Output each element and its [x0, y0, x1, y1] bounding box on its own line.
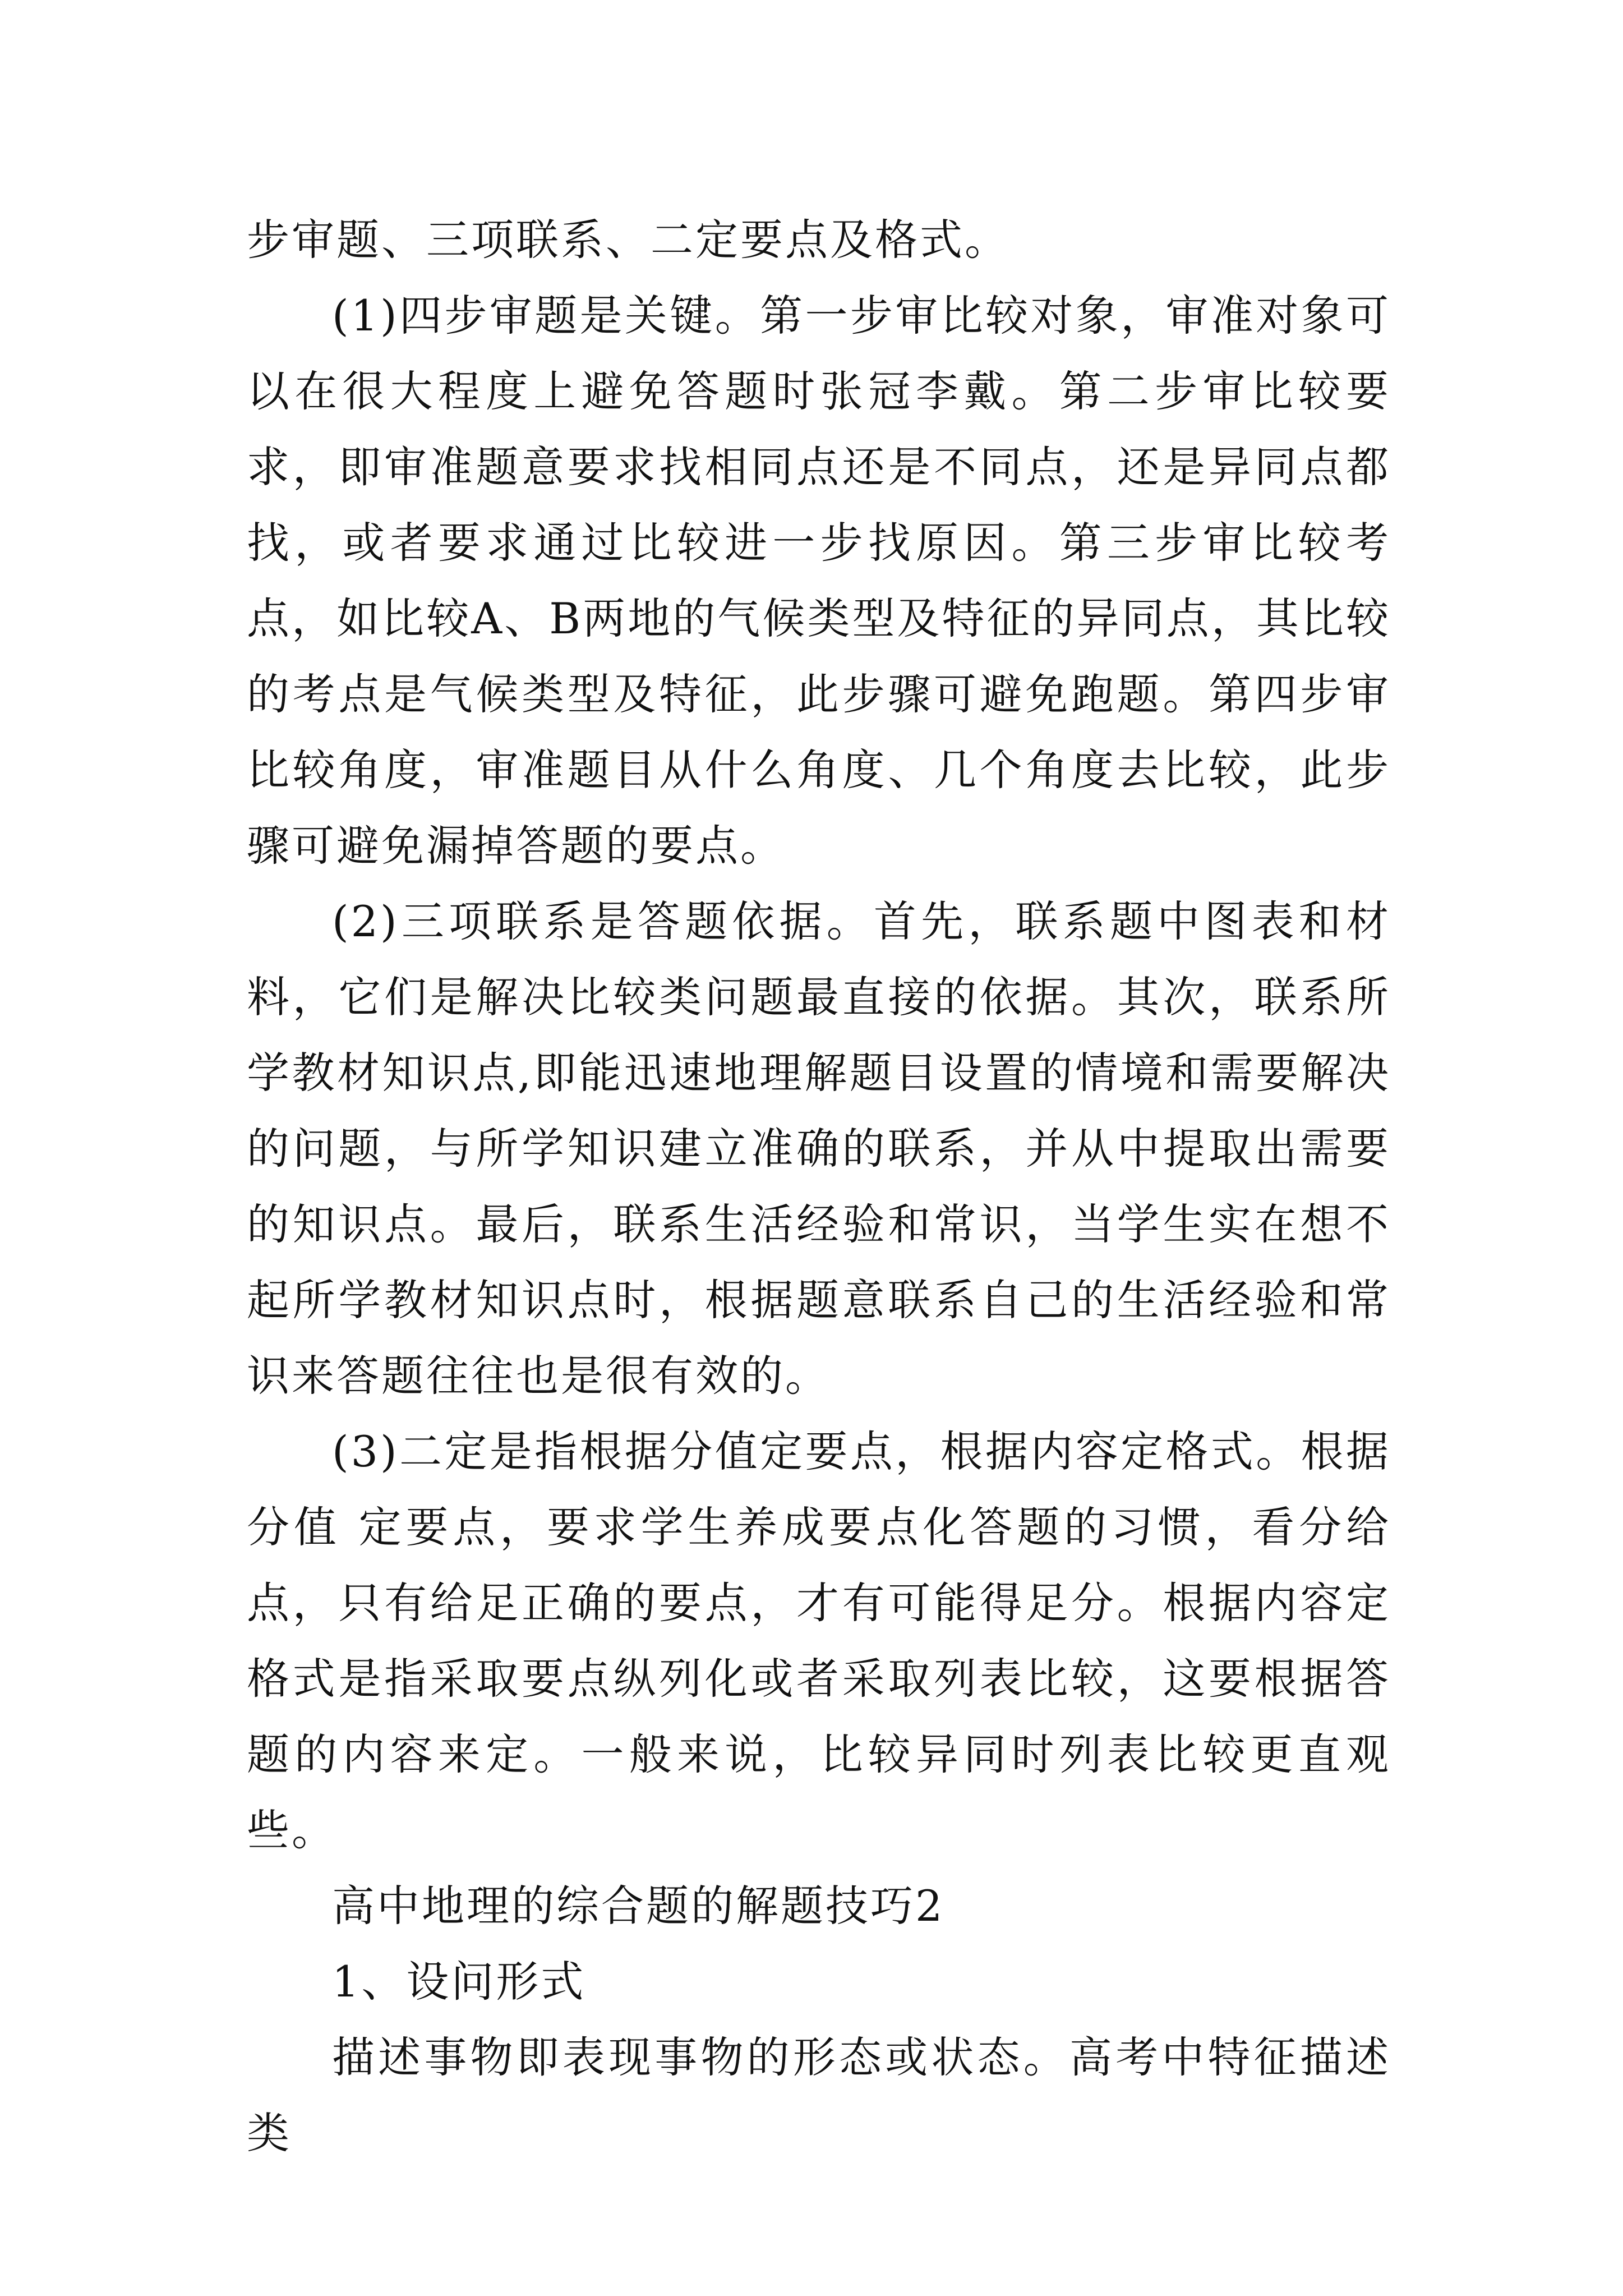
- paragraph-two-determinations: (3)二定是指根据分值定要点，根据内容定格式。根据分值 定要点，要求学生养成要点化答题的习惯，看分给点，只有给足正确的要点，才有可能得足分。根据内容定格式是指采取要点纵列化或者采取列表比较，这要根据答题的内容来定。一般来说，比较异同时列表比较更直观些。: [247, 1427, 1391, 1855]
- paragraph-description: 描述事物即表现事物的形态或状态。高考中特征描述类: [247, 2032, 1391, 2158]
- paragraph-three-connections: (2)三项联系是答题依据。首先，联系题中图表和材料，它们是解决比较类问题最直接的依据。其次，联系所学教材知识点,即能迅速地理解题目设置的情境和需要解决的问题，与所学知识建立准确的联系，并从中提取出需要的知识点。最后，联系生活经验和常识，当学生实在想不起所学教材知识点时，根据题意联系自己的生活经验和常识来答题往往也是很有效的。: [247, 896, 1391, 1401]
- paragraph-continuation: 步审题、三项联系、二定要点及格式。: [247, 215, 1009, 265]
- paragraph-four-step-review: (1)四步审题是关键。第一步审比较对象，审准对象可以在很大程度上避免答题时张冠李戴。第二步审比较要求，即审准题意要求找相同点还是不同点，还是异同点都找，或者要求通过比较进一步找原因。第三步审比较考点，如比较A、B两地的气候类型及特征的异同点，其比较的考点是气候类型及特征，此步骤可避免跑题。第四步审比较角度，审准题目从什么角度、几个角度去比较，此步骤可避免漏掉答题的要点。: [247, 291, 1391, 871]
- section-heading: 高中地理的综合题的解题技巧2: [332, 1881, 945, 1931]
- subsection-heading: 1、设问形式: [332, 1957, 586, 2007]
- document-body: [247, 202, 1391, 2171]
